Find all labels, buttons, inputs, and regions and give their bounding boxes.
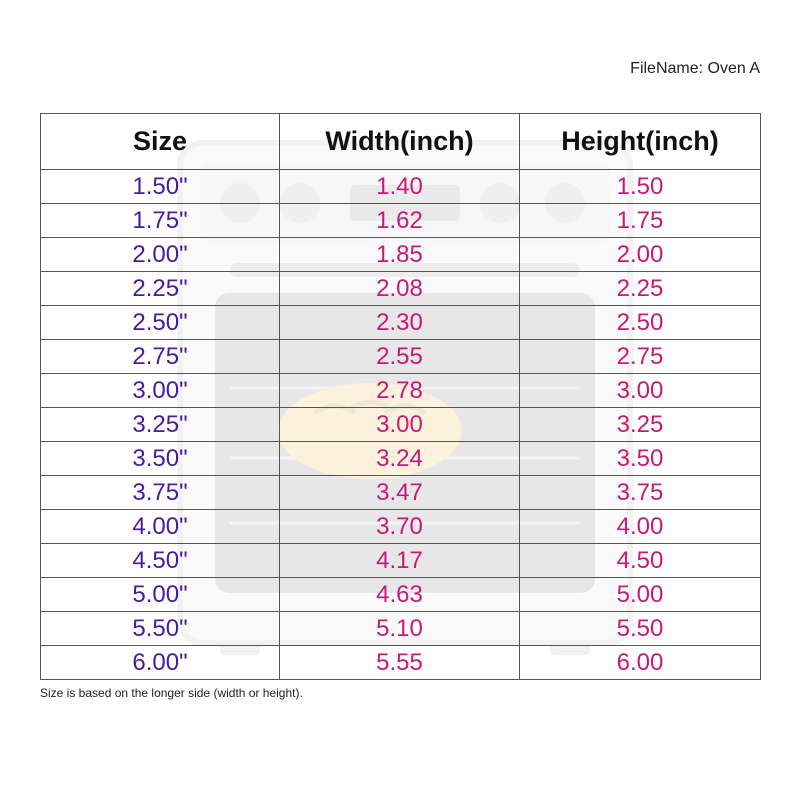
cell-size: 3.75" [41,476,280,510]
cell-size: 2.75" [41,340,280,374]
cell-size: 5.50" [41,612,280,646]
cell-size: 1.75" [41,204,280,238]
table-row [41,476,761,510]
cell-width: 2.30 [280,306,520,340]
file-name-label: FileName: Oven A [630,60,760,77]
cell-size: 1.50" [41,170,280,204]
cell-size: 2.00" [41,238,280,272]
cell-size: 4.00" [41,510,280,544]
cell-width: 2.08 [280,272,520,306]
table-row [41,578,761,612]
table-row [41,544,761,578]
cell-size: 2.25" [41,272,280,306]
cell-size: 6.00" [41,646,280,680]
cell-height: 2.75 [520,340,761,374]
column-header-height: Height(inch) [520,114,761,170]
column-header-width: Width(inch) [280,114,520,170]
cell-size: 3.50" [41,442,280,476]
table-row [41,306,761,340]
cell-width: 4.63 [280,578,520,612]
table-row [41,374,761,408]
table-row [41,612,761,646]
cell-size: 4.50" [41,544,280,578]
cell-height: 5.50 [520,612,761,646]
cell-width: 2.55 [280,340,520,374]
cell-size: 5.00" [41,578,280,612]
cell-width: 3.00 [280,408,520,442]
cell-width: 5.10 [280,612,520,646]
cell-height: 1.50 [520,170,761,204]
table-header-row [41,114,761,170]
cell-width: 2.78 [280,374,520,408]
cell-height: 4.50 [520,544,761,578]
table-row [41,204,761,238]
cell-height: 3.00 [520,374,761,408]
cell-size: 2.50" [41,306,280,340]
table-row [41,646,761,680]
cell-width: 3.47 [280,476,520,510]
cell-width: 1.85 [280,238,520,272]
cell-height: 2.00 [520,238,761,272]
cell-width: 4.17 [280,544,520,578]
cell-height: 1.75 [520,204,761,238]
table-row [41,340,761,374]
cell-height: 3.75 [520,476,761,510]
table-row [41,272,761,306]
cell-width: 1.40 [280,170,520,204]
cell-width: 3.70 [280,510,520,544]
cell-width: 3.24 [280,442,520,476]
footnote: Size is based on the longer side (width or height). [40,686,303,700]
cell-width: 5.55 [280,646,520,680]
cell-height: 5.00 [520,578,761,612]
table-row [41,510,761,544]
cell-size: 3.00" [41,374,280,408]
table-row [41,408,761,442]
cell-height: 3.25 [520,408,761,442]
table-row [41,442,761,476]
cell-height: 3.50 [520,442,761,476]
size-chart [40,113,760,678]
cell-height: 4.00 [520,510,761,544]
table-row [41,170,761,204]
cell-width: 1.62 [280,204,520,238]
cell-height: 2.50 [520,306,761,340]
column-header-size: Size [41,114,280,170]
cell-height: 6.00 [520,646,761,680]
cell-size: 3.25" [41,408,280,442]
size-table [40,113,761,680]
cell-height: 2.25 [520,272,761,306]
table-row [41,238,761,272]
